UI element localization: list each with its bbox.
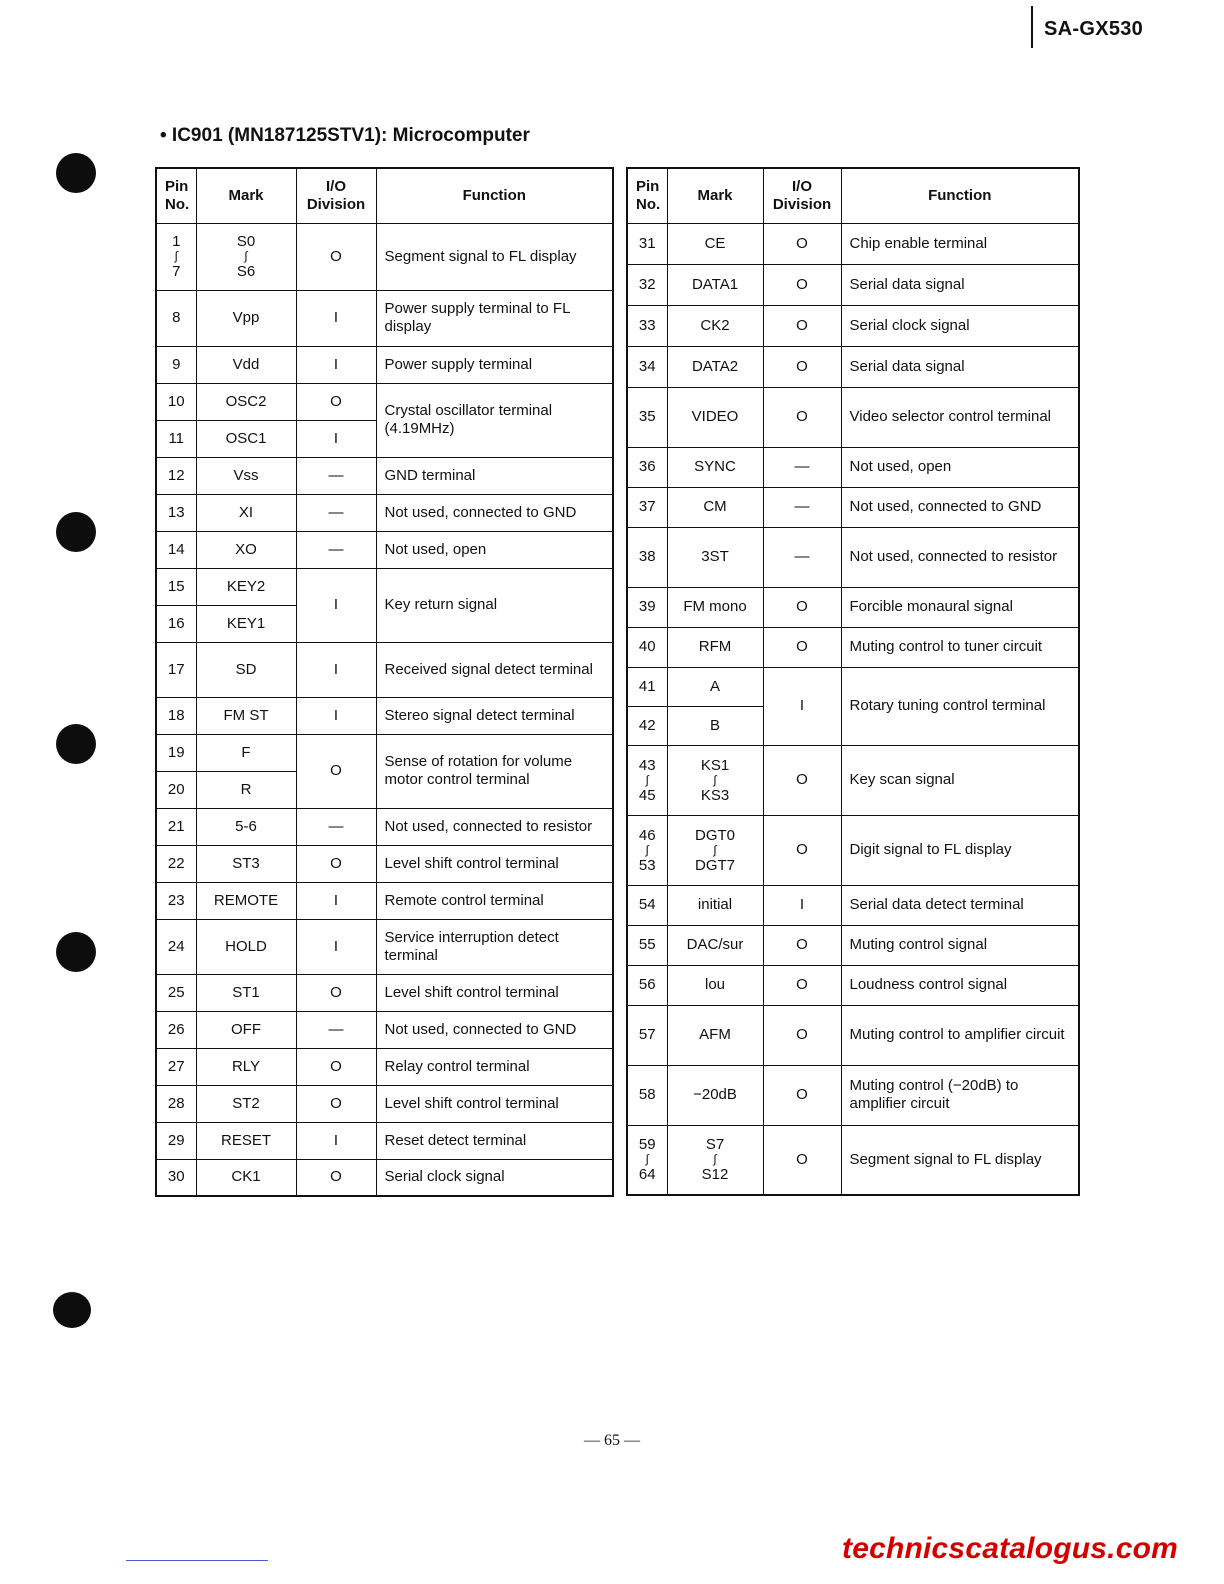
- mark: CK2: [667, 305, 763, 346]
- mark: SYNC: [667, 447, 763, 487]
- table-row: [627, 745, 1079, 815]
- function: Not used, connected to GND: [376, 494, 613, 531]
- function: Service interruption detect terminal: [376, 919, 613, 974]
- table-row: [627, 815, 1079, 885]
- pin-no: 27: [156, 1048, 196, 1085]
- mark: KEY1: [196, 605, 296, 642]
- function: Key return signal: [376, 568, 613, 642]
- function: Muting control (−20dB) to amplifier circuit: [841, 1065, 1079, 1125]
- io-division: O: [763, 305, 841, 346]
- function: Serial data signal: [841, 264, 1079, 305]
- io-division: O: [296, 974, 376, 1011]
- pin-no: 10: [156, 383, 196, 420]
- pin-no: 21: [156, 808, 196, 845]
- io-division: —: [296, 808, 376, 845]
- pin-no: 9: [156, 346, 196, 383]
- table-row: [156, 1122, 613, 1159]
- pin-no: 35: [627, 387, 667, 447]
- io-division: O: [763, 587, 841, 627]
- io-division: O: [296, 845, 376, 882]
- table-row: [627, 965, 1079, 1005]
- mark: DGT0 ∫ DGT7: [667, 815, 763, 885]
- mark: XO: [196, 531, 296, 568]
- io-division: I: [296, 697, 376, 734]
- function: Segment signal to FL display: [376, 223, 613, 290]
- mark: RESET: [196, 1122, 296, 1159]
- function: Muting control to tuner circuit: [841, 627, 1079, 667]
- pin-table-right: [626, 167, 1080, 1196]
- mark: DATA1: [667, 264, 763, 305]
- mark: OSC2: [196, 383, 296, 420]
- mark: B: [667, 706, 763, 745]
- mark: F: [196, 734, 296, 771]
- table-row: [156, 697, 613, 734]
- function: Not used, open: [841, 447, 1079, 487]
- pin-no: 25: [156, 974, 196, 1011]
- io-division: I: [296, 568, 376, 642]
- io-division: O: [296, 383, 376, 420]
- io-division: O: [763, 223, 841, 264]
- io-division: O: [296, 1085, 376, 1122]
- mark: FM ST: [196, 697, 296, 734]
- mark: R: [196, 771, 296, 808]
- binder-hole: [56, 932, 96, 972]
- function: Forcible monaural signal: [841, 587, 1079, 627]
- pin-no: 24: [156, 919, 196, 974]
- table-row: [627, 487, 1079, 527]
- table-row: [156, 734, 613, 771]
- io-division: O: [763, 745, 841, 815]
- io-division: I: [763, 885, 841, 925]
- pin-no: 23: [156, 882, 196, 919]
- mark: KS1 ∫ KS3: [667, 745, 763, 815]
- function: Not used, connected to GND: [376, 1011, 613, 1048]
- table-row: [627, 527, 1079, 587]
- page-number: — 65 —: [584, 1432, 640, 1449]
- header-io-division: I/O Division: [763, 168, 841, 223]
- function: Received signal detect terminal: [376, 642, 613, 697]
- pin-no: 42: [627, 706, 667, 745]
- table-row: [627, 346, 1079, 387]
- io-division: O: [763, 815, 841, 885]
- table-row: [156, 1011, 613, 1048]
- function: Not used, connected to resistor: [841, 527, 1079, 587]
- io-division: O: [763, 627, 841, 667]
- function: Level shift control terminal: [376, 1085, 613, 1122]
- io-division: O: [763, 264, 841, 305]
- function: Serial data signal: [841, 346, 1079, 387]
- pin-no: 20: [156, 771, 196, 808]
- function: Serial clock signal: [376, 1159, 613, 1196]
- table-row: [156, 642, 613, 697]
- pin-no: 29: [156, 1122, 196, 1159]
- table-row: [627, 1125, 1079, 1195]
- pin-no: 31: [627, 223, 667, 264]
- io-division: I: [296, 919, 376, 974]
- table-row: [627, 667, 1079, 706]
- mark: RLY: [196, 1048, 296, 1085]
- mark: ST2: [196, 1085, 296, 1122]
- function: Relay control terminal: [376, 1048, 613, 1085]
- pin-no: 28: [156, 1085, 196, 1122]
- pin-no: 32: [627, 264, 667, 305]
- function: Serial clock signal: [841, 305, 1079, 346]
- mark: Vss: [196, 457, 296, 494]
- mark: RFM: [667, 627, 763, 667]
- io-division: O: [763, 1125, 841, 1195]
- table-row: [156, 974, 613, 1011]
- mark: ST1: [196, 974, 296, 1011]
- function: Remote control terminal: [376, 882, 613, 919]
- io-division: I: [296, 1122, 376, 1159]
- header-pin-no: Pin No.: [156, 168, 196, 223]
- table-row: [156, 568, 613, 605]
- pin-no: 58: [627, 1065, 667, 1125]
- pin-no: 55: [627, 925, 667, 965]
- mark: OSC1: [196, 420, 296, 457]
- table-row: [156, 457, 613, 494]
- binder-hole: [56, 724, 96, 764]
- table-row: [627, 1005, 1079, 1065]
- function: Rotary tuning control terminal: [841, 667, 1079, 745]
- mark: OFF: [196, 1011, 296, 1048]
- pin-table-left: [155, 167, 614, 1197]
- header-io-division: I/O Division: [296, 168, 376, 223]
- mark: KEY2: [196, 568, 296, 605]
- mark: VIDEO: [667, 387, 763, 447]
- io-division: I: [763, 667, 841, 745]
- table-row: [627, 387, 1079, 447]
- mark: CK1: [196, 1159, 296, 1196]
- pin-no: 37: [627, 487, 667, 527]
- function: Crystal oscillator terminal (4.19MHz): [376, 383, 613, 457]
- function: Muting control signal: [841, 925, 1079, 965]
- mark: AFM: [667, 1005, 763, 1065]
- io-division: —: [296, 531, 376, 568]
- pin-no: 19: [156, 734, 196, 771]
- header-function: Function: [841, 168, 1079, 223]
- function: Segment signal to FL display: [841, 1125, 1079, 1195]
- mark: REMOTE: [196, 882, 296, 919]
- mark: 3ST: [667, 527, 763, 587]
- pin-no: 40: [627, 627, 667, 667]
- binder-hole: [56, 153, 96, 193]
- io-division: I: [296, 420, 376, 457]
- function: Reset detect terminal: [376, 1122, 613, 1159]
- function: Muting control to amplifier circuit: [841, 1005, 1079, 1065]
- function: Power supply terminal to FL display: [376, 290, 613, 346]
- io-division: —: [296, 494, 376, 531]
- pin-no: 22: [156, 845, 196, 882]
- io-division: I: [296, 642, 376, 697]
- pin-no: 1 ∫ 7: [156, 223, 196, 290]
- mark: CE: [667, 223, 763, 264]
- mark: A: [667, 667, 763, 706]
- table-row: [627, 447, 1079, 487]
- io-division: I: [296, 290, 376, 346]
- function: Sense of rotation for volume motor control terminal: [376, 734, 613, 808]
- header-rule: [1031, 6, 1033, 48]
- mark: SD: [196, 642, 296, 697]
- table-row: [156, 290, 613, 346]
- pin-no: 33: [627, 305, 667, 346]
- io-division: I: [296, 882, 376, 919]
- io-division: —: [296, 1011, 376, 1048]
- io-division: O: [763, 387, 841, 447]
- function: Stereo signal detect terminal: [376, 697, 613, 734]
- pin-no: 14: [156, 531, 196, 568]
- table-row: [156, 494, 613, 531]
- mark: HOLD: [196, 919, 296, 974]
- function: Loudness control signal: [841, 965, 1079, 1005]
- header-mark: Mark: [667, 168, 763, 223]
- io-division: O: [763, 925, 841, 965]
- table-row: [156, 223, 613, 290]
- mark: −20dB: [667, 1065, 763, 1125]
- mark: 5-6: [196, 808, 296, 845]
- io-division: —: [763, 487, 841, 527]
- table-row: [627, 264, 1079, 305]
- io-division: O: [763, 346, 841, 387]
- mark: CM: [667, 487, 763, 527]
- io-division: —: [763, 447, 841, 487]
- function: Chip enable terminal: [841, 223, 1079, 264]
- pin-no: 59 ∫ 64: [627, 1125, 667, 1195]
- io-division: O: [296, 223, 376, 290]
- underline-rule: [126, 1560, 268, 1561]
- mark: lou: [667, 965, 763, 1005]
- pin-no: 41: [627, 667, 667, 706]
- table-row: [156, 383, 613, 420]
- table-row: [627, 305, 1079, 346]
- mark: S7 ∫ S12: [667, 1125, 763, 1195]
- section-title: • IC901 (MN187125STV1): Microcomputer: [160, 125, 530, 146]
- io-division: O: [296, 1048, 376, 1085]
- mark: ST3: [196, 845, 296, 882]
- pin-no: 43 ∫ 45: [627, 745, 667, 815]
- mark: Vdd: [196, 346, 296, 383]
- function: Not used, connected to GND: [841, 487, 1079, 527]
- header-function: Function: [376, 168, 613, 223]
- function: Power supply terminal: [376, 346, 613, 383]
- pin-no: 8: [156, 290, 196, 346]
- table-row: [156, 531, 613, 568]
- table-row: [156, 1159, 613, 1196]
- pin-no: 26: [156, 1011, 196, 1048]
- table-row: [627, 223, 1079, 264]
- pin-no: 11: [156, 420, 196, 457]
- binder-hole: [53, 1292, 91, 1328]
- io-division: I: [296, 346, 376, 383]
- pin-no: 54: [627, 885, 667, 925]
- io-division: O: [296, 1159, 376, 1196]
- pin-no: 17: [156, 642, 196, 697]
- header-pin-no: Pin No.: [627, 168, 667, 223]
- mark: XI: [196, 494, 296, 531]
- table-row: [627, 627, 1079, 667]
- binder-hole: [56, 512, 96, 552]
- table-row: [156, 882, 613, 919]
- io-division: O: [296, 734, 376, 808]
- function: Video selector control terminal: [841, 387, 1079, 447]
- io-division: O: [763, 1065, 841, 1125]
- function: GND terminal: [376, 457, 613, 494]
- pin-no: 38: [627, 527, 667, 587]
- table-row: [156, 919, 613, 974]
- function: Level shift control terminal: [376, 974, 613, 1011]
- io-division: —: [296, 457, 376, 494]
- model-number: SA-GX530: [1044, 18, 1144, 40]
- io-division: —: [763, 527, 841, 587]
- pin-no: 15: [156, 568, 196, 605]
- table-row: [627, 885, 1079, 925]
- table-row: [156, 1048, 613, 1085]
- function: Key scan signal: [841, 745, 1079, 815]
- function: Serial data detect terminal: [841, 885, 1079, 925]
- pin-no: 56: [627, 965, 667, 1005]
- io-division: O: [763, 1005, 841, 1065]
- table-row: [156, 1085, 613, 1122]
- function: Level shift control terminal: [376, 845, 613, 882]
- mark: DAC/sur: [667, 925, 763, 965]
- table-row: [627, 587, 1079, 627]
- pin-no: 39: [627, 587, 667, 627]
- pin-no: 34: [627, 346, 667, 387]
- function: Not used, open: [376, 531, 613, 568]
- function: Digit signal to FL display: [841, 815, 1079, 885]
- pin-no: 12: [156, 457, 196, 494]
- mark: Vpp: [196, 290, 296, 346]
- pin-no: 36: [627, 447, 667, 487]
- pin-no: 16: [156, 605, 196, 642]
- table-row: [627, 925, 1079, 965]
- mark: DATA2: [667, 346, 763, 387]
- pin-no: 13: [156, 494, 196, 531]
- table-row: [627, 1065, 1079, 1125]
- mark: S0 ∫ S6: [196, 223, 296, 290]
- mark: FM mono: [667, 587, 763, 627]
- io-division: O: [763, 965, 841, 1005]
- table-row: [156, 808, 613, 845]
- watermark-link[interactable]: technicscatalogus.com: [842, 1532, 1178, 1565]
- function: Not used, connected to resistor: [376, 808, 613, 845]
- table-row: [156, 346, 613, 383]
- mark: initial: [667, 885, 763, 925]
- pin-no: 57: [627, 1005, 667, 1065]
- header-mark: Mark: [196, 168, 296, 223]
- table-row: [156, 845, 613, 882]
- pin-no: 18: [156, 697, 196, 734]
- pin-no: 30: [156, 1159, 196, 1196]
- pin-no: 46 ∫ 53: [627, 815, 667, 885]
